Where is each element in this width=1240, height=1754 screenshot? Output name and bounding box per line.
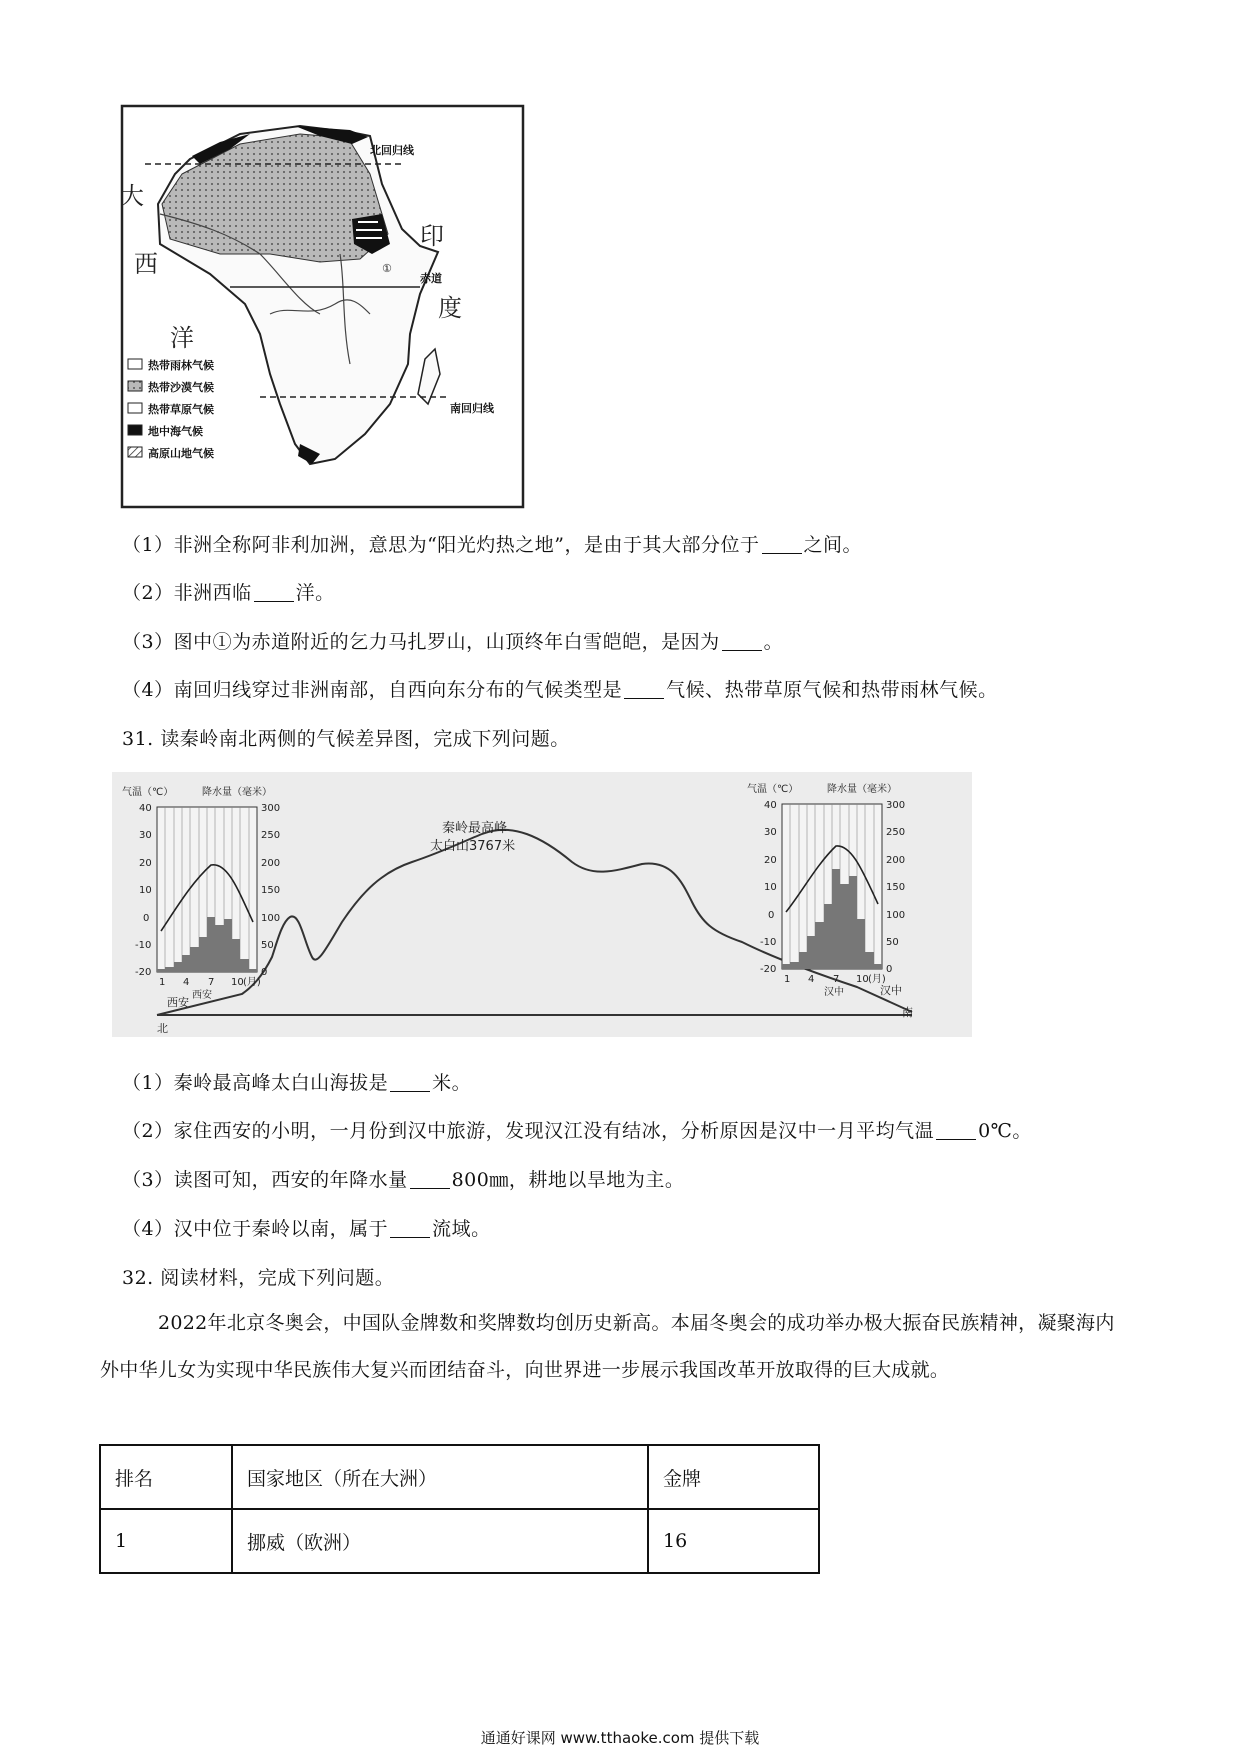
svg-text:-20: -20	[760, 964, 777, 975]
table-row	[100, 1509, 819, 1573]
svg-text:10: 10	[856, 974, 869, 985]
q32-paragraph: 2022年北京冬奥会，中国队金牌数和奖牌数均创历史新高。本届冬奥会的成功举办极大振奋民族精神，凝聚海内外中华儿女为实现中华民族伟大复兴而团结奋斗，向世界进一步展示我国改革开放取得的巨大成就。	[100, 1312, 1115, 1381]
svg-text:50: 50	[261, 940, 274, 951]
q30-item-3: （3）图中①为赤道附近的乞力马扎罗山，山顶终年白雪皑皑，是因为 。	[122, 631, 784, 653]
svg-text:20: 20	[764, 855, 777, 866]
page-footer: 通通好课网 www.tthaoke.com 提供下载	[480, 1729, 760, 1747]
answer-blank[interactable]	[254, 583, 294, 602]
equator-label: 赤道	[420, 272, 442, 285]
ocean-atlantic-2: 西	[134, 250, 158, 278]
ocean-indian-1: 印	[420, 222, 444, 250]
q30-item-2: （2）非洲西临 洋。	[122, 582, 335, 604]
svg-text:西安: 西安	[192, 990, 212, 1001]
svg-text:降水量（毫米）: 降水量（毫米）	[202, 787, 272, 798]
svg-text:50: 50	[886, 937, 899, 948]
answer-blank[interactable]	[410, 1170, 450, 1189]
q31-item-1: （1）秦岭最高峰太白山海拔是 米。	[122, 1072, 472, 1094]
svg-text:气温（℃）: 气温（℃）	[747, 784, 799, 795]
qinling-figure-svg	[112, 772, 972, 1037]
table-cell: 16	[648, 1509, 819, 1573]
svg-text:0: 0	[886, 964, 893, 975]
legend-mediterranean: 地中海气候	[148, 425, 203, 438]
svg-text:150: 150	[886, 882, 906, 893]
svg-text:30: 30	[764, 827, 777, 838]
legend-highland: 高原山地气候	[148, 447, 214, 460]
answer-blank[interactable]	[762, 535, 802, 554]
answer-blank[interactable]	[390, 1073, 430, 1092]
svg-text:汉中: 汉中	[824, 987, 844, 998]
svg-text:10: 10	[231, 977, 244, 988]
africa-map-svg	[120, 104, 525, 509]
africa-climate-map	[120, 104, 525, 509]
svg-text:7: 7	[208, 977, 215, 988]
table-cell: 1	[100, 1509, 232, 1573]
svg-text:300: 300	[261, 803, 281, 814]
ocean-atlantic-1: 大	[120, 182, 144, 210]
answer-blank[interactable]	[936, 1121, 976, 1140]
answer-blank[interactable]	[390, 1219, 430, 1238]
svg-text:40: 40	[764, 800, 777, 811]
svg-text:4: 4	[808, 974, 815, 985]
q30-item-4: （4）南回归线穿过非洲南部，自西向东分布的气候类型是 气候、热带草原气候和热带雨林气候。	[122, 679, 998, 701]
peak-label-2: 太白山3767米	[430, 839, 516, 854]
table-header-cell: 金牌	[648, 1445, 819, 1509]
svg-text:4: 4	[183, 977, 190, 988]
svg-text:150: 150	[261, 885, 281, 896]
svg-text:200: 200	[261, 858, 281, 869]
svg-text:降水量（毫米）: 降水量（毫米）	[827, 784, 897, 795]
legend-savanna: 热带草原气候	[148, 403, 214, 416]
svg-text:30: 30	[139, 830, 152, 841]
south-label: 南	[902, 1006, 913, 1019]
svg-text:(月): (月)	[868, 974, 886, 985]
north-label: 北	[157, 1022, 168, 1035]
q31-item-3: （3）读图可知，西安的年降水量 800㎜，耕地以旱地为主。	[122, 1169, 685, 1191]
tropic-cancer-label: 北回归线	[370, 144, 414, 157]
table-header-cell: 排名	[100, 1445, 232, 1509]
table-header-cell: 国家地区（所在大洲）	[232, 1445, 648, 1509]
svg-text:1: 1	[159, 977, 166, 988]
svg-text:0: 0	[143, 913, 150, 924]
svg-text:10: 10	[139, 885, 152, 896]
svg-text:10: 10	[764, 882, 777, 893]
answer-blank[interactable]	[722, 632, 762, 651]
svg-text:-10: -10	[760, 937, 777, 948]
hanzhong-climate-chart	[747, 782, 905, 998]
answer-blank[interactable]	[624, 680, 664, 699]
table-cell: 挪威（欧洲）	[232, 1509, 648, 1573]
kilimanjaro-marker: ①	[382, 262, 392, 275]
legend-rainforest: 热带雨林气候	[148, 359, 214, 372]
q31-item-4: （4）汉中位于秦岭以南，属于 流域。	[122, 1218, 491, 1240]
svg-text:1: 1	[784, 974, 791, 985]
svg-text:20: 20	[139, 858, 152, 869]
ocean-indian-2: 度	[438, 294, 462, 322]
svg-text:300: 300	[886, 800, 906, 811]
svg-text:7: 7	[833, 974, 840, 985]
legend-desert: 热带沙漠气候	[148, 381, 214, 394]
svg-text:200: 200	[886, 855, 906, 866]
svg-text:100: 100	[886, 910, 906, 921]
svg-text:0: 0	[768, 910, 775, 921]
tropic-capricorn-label: 南回归线	[450, 402, 494, 415]
svg-text:(月): (月)	[243, 977, 261, 988]
svg-text:250: 250	[886, 827, 906, 838]
q31-item-2: （2）家住西安的小明，一月份到汉中旅游，发现汉江没有结冰，分析原因是汉中一月平均气温 0℃。	[122, 1120, 1032, 1142]
xian-label: 西安	[167, 996, 189, 1009]
hanzhong-label: 汉中	[880, 984, 902, 997]
q32-title: 32. 阅读材料，完成下列问题。	[122, 1267, 395, 1289]
svg-text:100: 100	[261, 913, 281, 924]
medal-table	[99, 1444, 820, 1574]
svg-text:250: 250	[261, 830, 281, 841]
table-header-row	[100, 1445, 819, 1509]
qinling-climate-figure	[112, 772, 972, 1037]
q31-title: 31. 读秦岭南北两侧的气候差异图，完成下列问题。	[122, 728, 570, 750]
q30-item-1: （1）非洲全称阿非利加洲，意思为“阳光灼热之地”，是由于其大部分位于 之间。	[122, 534, 863, 556]
peak-label-1: 秦岭最高峰	[442, 821, 508, 836]
xian-climate-chart	[122, 785, 280, 1001]
ocean-atlantic-3: 洋	[170, 324, 194, 352]
svg-text:0: 0	[261, 967, 268, 978]
svg-text:气温（℃）: 气温（℃）	[122, 787, 174, 798]
svg-text:40: 40	[139, 803, 152, 814]
svg-text:-20: -20	[135, 967, 152, 978]
svg-text:-10: -10	[135, 940, 152, 951]
